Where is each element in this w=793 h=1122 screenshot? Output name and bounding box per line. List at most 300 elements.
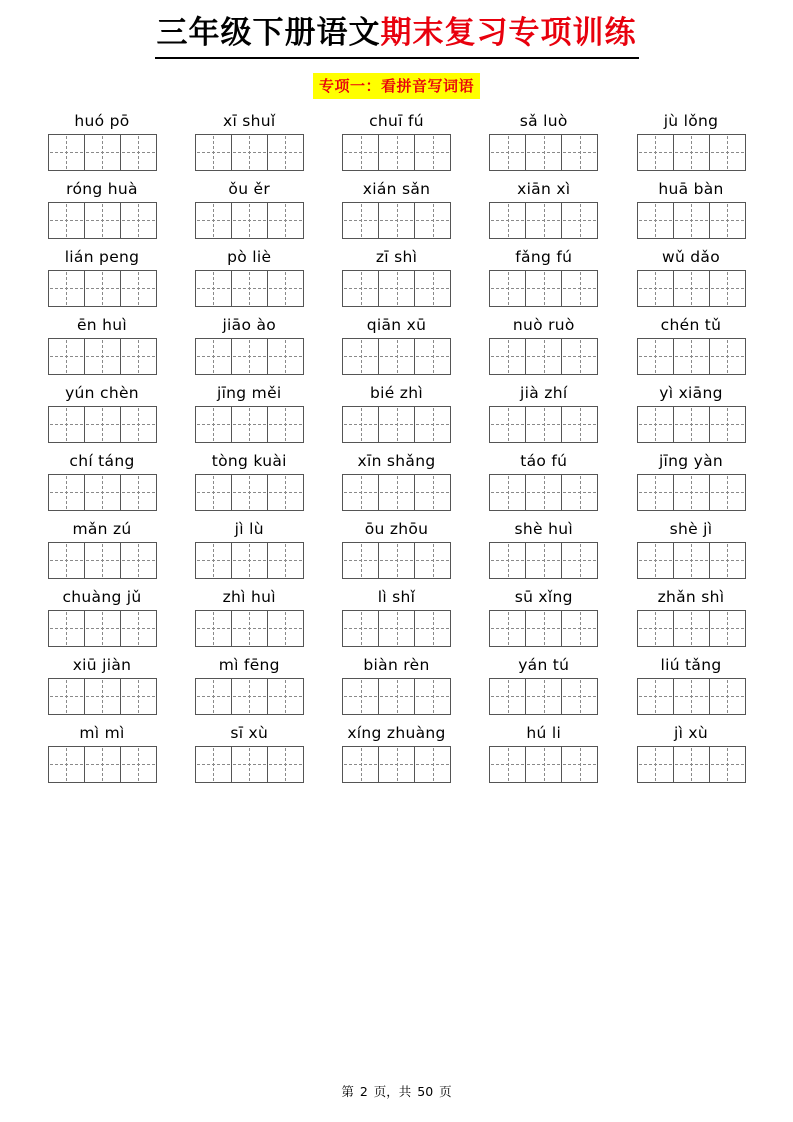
tianzige-box[interactable] <box>709 406 746 443</box>
tianzige-box[interactable] <box>378 746 415 783</box>
tianzige-box[interactable] <box>231 610 268 647</box>
writing-boxes[interactable] <box>342 134 451 171</box>
exercise-item <box>331 721 463 783</box>
tianzige-box[interactable] <box>120 474 157 511</box>
writing-boxes[interactable] <box>48 746 157 783</box>
tianzige-box[interactable] <box>709 202 746 239</box>
tianzige-box[interactable] <box>489 134 526 171</box>
exercise-item <box>625 109 757 171</box>
writing-boxes[interactable] <box>637 406 746 443</box>
tianzige-box[interactable] <box>267 406 304 443</box>
exercise-item <box>183 721 315 783</box>
exercise-item <box>183 585 315 647</box>
tianzige-box[interactable] <box>378 610 415 647</box>
writing-boxes[interactable] <box>342 406 451 443</box>
tianzige-box[interactable] <box>673 746 710 783</box>
exercise-row <box>36 109 757 171</box>
writing-boxes[interactable] <box>342 202 451 239</box>
tianzige-box[interactable] <box>231 270 268 307</box>
exercise-item <box>331 313 463 375</box>
exercise-row <box>36 517 757 579</box>
tianzige-box[interactable] <box>48 406 85 443</box>
pinyin-label: jīng měi <box>216 383 282 402</box>
writing-boxes[interactable] <box>48 678 157 715</box>
writing-boxes[interactable] <box>195 678 304 715</box>
exercise-item <box>183 381 315 443</box>
section-banner <box>0 73 793 99</box>
pinyin-label: lián peng <box>64 247 140 266</box>
tianzige-box[interactable] <box>525 542 562 579</box>
exercise-row <box>36 313 757 375</box>
tianzige-box[interactable] <box>525 474 562 511</box>
pinyin-label: pò liè <box>227 247 272 266</box>
tianzige-box[interactable] <box>120 746 157 783</box>
tianzige-box[interactable] <box>673 542 710 579</box>
tianzige-box[interactable] <box>525 202 562 239</box>
pinyin-label: róng huà <box>66 179 138 198</box>
writing-boxes[interactable] <box>637 542 746 579</box>
pinyin-label: yún chèn <box>65 383 139 402</box>
tianzige-box[interactable] <box>342 474 379 511</box>
tianzige-box[interactable] <box>267 474 304 511</box>
writing-boxes[interactable] <box>489 134 598 171</box>
tianzige-box[interactable] <box>637 610 674 647</box>
tianzige-box[interactable] <box>342 678 379 715</box>
tianzige-box[interactable] <box>525 270 562 307</box>
pinyin-label: zhì huì <box>222 587 276 606</box>
exercise-item <box>36 653 168 715</box>
writing-boxes[interactable] <box>489 678 598 715</box>
writing-boxes[interactable] <box>489 406 598 443</box>
tianzige-box[interactable] <box>489 610 526 647</box>
tianzige-box[interactable] <box>84 338 121 375</box>
exercise-item <box>183 177 315 239</box>
tianzige-box[interactable] <box>525 678 562 715</box>
tianzige-box[interactable] <box>231 678 268 715</box>
writing-boxes[interactable] <box>48 134 157 171</box>
tianzige-box[interactable] <box>489 270 526 307</box>
exercise-item <box>478 109 610 171</box>
exercise-item <box>331 381 463 443</box>
footer-prefix: 第 <box>341 1084 354 1099</box>
tianzige-box[interactable] <box>84 474 121 511</box>
pinyin-label: qiān xū <box>366 315 427 334</box>
writing-boxes[interactable] <box>48 610 157 647</box>
pinyin-label: jiāo ào <box>222 315 277 334</box>
tianzige-box[interactable] <box>120 406 157 443</box>
pinyin-label: zī shì <box>375 247 418 266</box>
pinyin-label: jì xù <box>673 723 709 742</box>
pinyin-label: chuī fú <box>369 111 424 130</box>
pinyin-label: bié zhì <box>370 383 423 402</box>
tianzige-box[interactable] <box>342 542 379 579</box>
pinyin-label: xián sǎn <box>362 179 431 198</box>
exercise-item <box>183 109 315 171</box>
pinyin-label: fǎng fú <box>515 247 573 266</box>
tianzige-box[interactable] <box>561 542 598 579</box>
tianzige-box[interactable] <box>195 134 232 171</box>
title-text <box>155 16 639 59</box>
pinyin-label: lì shǐ <box>377 587 416 606</box>
tianzige-box[interactable] <box>267 202 304 239</box>
writing-boxes[interactable] <box>48 406 157 443</box>
tianzige-box[interactable] <box>84 678 121 715</box>
exercise-item <box>625 653 757 715</box>
exercise-row <box>36 381 757 443</box>
tianzige-box[interactable] <box>267 746 304 783</box>
tianzige-box[interactable] <box>195 474 232 511</box>
tianzige-box[interactable] <box>561 746 598 783</box>
tianzige-box[interactable] <box>195 338 232 375</box>
tianzige-box[interactable] <box>414 338 451 375</box>
tianzige-box[interactable] <box>414 406 451 443</box>
tianzige-box[interactable] <box>378 406 415 443</box>
tianzige-box[interactable] <box>637 474 674 511</box>
tianzige-box[interactable] <box>637 134 674 171</box>
pinyin-label: ōu zhōu <box>364 519 429 538</box>
tianzige-box[interactable] <box>342 134 379 171</box>
tianzige-box[interactable] <box>120 542 157 579</box>
tianzige-box[interactable] <box>673 406 710 443</box>
writing-boxes[interactable] <box>342 542 451 579</box>
writing-boxes[interactable] <box>489 542 598 579</box>
exercise-row <box>36 449 757 511</box>
tianzige-box[interactable] <box>637 202 674 239</box>
tianzige-box[interactable] <box>120 202 157 239</box>
exercise-item <box>331 245 463 307</box>
pinyin-label: jià zhí <box>520 383 568 402</box>
pinyin-label: huā bàn <box>658 179 724 198</box>
writing-boxes[interactable] <box>637 338 746 375</box>
tianzige-box[interactable] <box>378 270 415 307</box>
pinyin-label: biàn rèn <box>363 655 430 674</box>
pinyin-label: xíng zhuàng <box>347 723 446 742</box>
pinyin-label: huó pō <box>74 111 130 130</box>
exercise-item <box>625 517 757 579</box>
tianzige-box[interactable] <box>48 338 85 375</box>
exercise-item <box>478 653 610 715</box>
tianzige-box[interactable] <box>561 202 598 239</box>
tianzige-box[interactable] <box>709 270 746 307</box>
pinyin-label: sǎ luò <box>519 111 568 130</box>
pinyin-label: chuàng jǔ <box>62 587 142 606</box>
tianzige-box[interactable] <box>342 746 379 783</box>
exercise-item <box>478 245 610 307</box>
writing-boxes[interactable] <box>489 270 598 307</box>
tianzige-box[interactable] <box>561 134 598 171</box>
pinyin-label: chí táng <box>69 451 135 470</box>
writing-boxes[interactable] <box>195 746 304 783</box>
tianzige-box[interactable] <box>637 406 674 443</box>
writing-boxes[interactable] <box>489 746 598 783</box>
tianzige-box[interactable] <box>84 542 121 579</box>
tianzige-box[interactable] <box>195 746 232 783</box>
exercise-item <box>36 109 168 171</box>
writing-boxes[interactable] <box>195 270 304 307</box>
exercise-item <box>183 517 315 579</box>
writing-boxes[interactable] <box>342 610 451 647</box>
exercise-row <box>36 245 757 307</box>
tianzige-box[interactable] <box>267 542 304 579</box>
tianzige-box[interactable] <box>673 270 710 307</box>
tianzige-box[interactable] <box>525 406 562 443</box>
tianzige-box[interactable] <box>231 542 268 579</box>
writing-boxes[interactable] <box>195 474 304 511</box>
exercise-item <box>625 381 757 443</box>
writing-boxes[interactable] <box>48 338 157 375</box>
tianzige-box[interactable] <box>489 746 526 783</box>
writing-boxes[interactable] <box>195 610 304 647</box>
pinyin-label: tòng kuài <box>211 451 287 470</box>
writing-boxes[interactable] <box>48 474 157 511</box>
tianzige-box[interactable] <box>561 610 598 647</box>
tianzige-box[interactable] <box>525 610 562 647</box>
writing-boxes[interactable] <box>48 270 157 307</box>
tianzige-box[interactable] <box>267 678 304 715</box>
exercise-item <box>478 177 610 239</box>
tianzige-box[interactable] <box>195 610 232 647</box>
writing-boxes[interactable] <box>342 338 451 375</box>
pinyin-label: chén tǔ <box>660 315 722 334</box>
tianzige-box[interactable] <box>637 746 674 783</box>
tianzige-box[interactable] <box>378 134 415 171</box>
tianzige-box[interactable] <box>673 610 710 647</box>
pinyin-label: jì lù <box>234 519 264 538</box>
tianzige-box[interactable] <box>414 270 451 307</box>
tianzige-box[interactable] <box>378 202 415 239</box>
exercise-item <box>478 381 610 443</box>
tianzige-box[interactable] <box>84 746 121 783</box>
tianzige-box[interactable] <box>414 202 451 239</box>
pinyin-label: xiān xì <box>517 179 571 198</box>
tianzige-box[interactable] <box>342 338 379 375</box>
tianzige-box[interactable] <box>120 610 157 647</box>
page-title <box>0 0 793 59</box>
tianzige-box[interactable] <box>120 134 157 171</box>
pinyin-label: shè huì <box>514 519 573 538</box>
exercise-item <box>625 177 757 239</box>
tianzige-box[interactable] <box>267 338 304 375</box>
tianzige-box[interactable] <box>709 134 746 171</box>
exercise-item <box>478 313 610 375</box>
tianzige-box[interactable] <box>489 542 526 579</box>
tianzige-box[interactable] <box>673 678 710 715</box>
exercise-item <box>331 517 463 579</box>
tianzige-box[interactable] <box>48 678 85 715</box>
tianzige-box[interactable] <box>709 610 746 647</box>
tianzige-box[interactable] <box>48 746 85 783</box>
pinyin-label: jīng yàn <box>658 451 724 470</box>
tianzige-box[interactable] <box>231 202 268 239</box>
exercise-item <box>625 721 757 783</box>
tianzige-box[interactable] <box>414 678 451 715</box>
writing-boxes[interactable] <box>637 134 746 171</box>
writing-boxes[interactable] <box>342 678 451 715</box>
tianzige-box[interactable] <box>414 134 451 171</box>
tianzige-box[interactable] <box>84 610 121 647</box>
tianzige-box[interactable] <box>673 134 710 171</box>
exercise-item <box>36 381 168 443</box>
tianzige-box[interactable] <box>637 678 674 715</box>
tianzige-box[interactable] <box>709 542 746 579</box>
tianzige-box[interactable] <box>561 270 598 307</box>
tianzige-box[interactable] <box>561 474 598 511</box>
page-footer <box>0 1082 793 1100</box>
tianzige-box[interactable] <box>84 270 121 307</box>
exercise-item <box>183 653 315 715</box>
tianzige-box[interactable] <box>231 338 268 375</box>
tianzige-box[interactable] <box>84 202 121 239</box>
tianzige-box[interactable] <box>489 678 526 715</box>
pinyin-label: nuò ruò <box>512 315 575 334</box>
tianzige-box[interactable] <box>709 678 746 715</box>
tianzige-box[interactable] <box>195 406 232 443</box>
tianzige-box[interactable] <box>561 338 598 375</box>
tianzige-box[interactable] <box>709 474 746 511</box>
exercise-item <box>36 517 168 579</box>
writing-boxes[interactable] <box>342 270 451 307</box>
tianzige-box[interactable] <box>195 202 232 239</box>
tianzige-box[interactable] <box>561 406 598 443</box>
tianzige-box[interactable] <box>84 406 121 443</box>
tianzige-box[interactable] <box>673 338 710 375</box>
footer-suffix: 页 <box>439 1084 452 1099</box>
tianzige-box[interactable] <box>48 474 85 511</box>
footer-page-number: 2 <box>359 1084 368 1099</box>
tianzige-box[interactable] <box>342 406 379 443</box>
writing-boxes[interactable] <box>489 338 598 375</box>
tianzige-box[interactable] <box>267 610 304 647</box>
tianzige-box[interactable] <box>378 474 415 511</box>
pinyin-label: mì mì <box>79 723 125 742</box>
exercise-item <box>331 109 463 171</box>
writing-boxes[interactable] <box>489 610 598 647</box>
tianzige-box[interactable] <box>231 134 268 171</box>
pinyin-label: táo fú <box>520 451 568 470</box>
tianzige-box[interactable] <box>342 270 379 307</box>
tianzige-box[interactable] <box>673 474 710 511</box>
tianzige-box[interactable] <box>378 338 415 375</box>
writing-boxes[interactable] <box>195 338 304 375</box>
tianzige-box[interactable] <box>637 338 674 375</box>
exercise-item <box>625 313 757 375</box>
pinyin-label: xīn shǎng <box>357 451 436 470</box>
tianzige-box[interactable] <box>414 746 451 783</box>
tianzige-box[interactable] <box>561 678 598 715</box>
tianzige-box[interactable] <box>489 338 526 375</box>
exercise-grid <box>0 109 793 783</box>
tianzige-box[interactable] <box>637 270 674 307</box>
writing-boxes[interactable] <box>195 202 304 239</box>
tianzige-box[interactable] <box>342 610 379 647</box>
tianzige-box[interactable] <box>231 406 268 443</box>
exercise-item <box>183 245 315 307</box>
title-black-part: 三年级下册语文 <box>156 15 381 51</box>
tianzige-box[interactable] <box>342 202 379 239</box>
tianzige-box[interactable] <box>120 270 157 307</box>
tianzige-box[interactable] <box>120 338 157 375</box>
pinyin-label: ēn huì <box>76 315 128 334</box>
tianzige-box[interactable] <box>525 338 562 375</box>
tianzige-box[interactable] <box>489 474 526 511</box>
writing-boxes[interactable] <box>195 542 304 579</box>
writing-boxes[interactable] <box>637 610 746 647</box>
writing-boxes[interactable] <box>489 202 598 239</box>
exercise-item <box>183 313 315 375</box>
tianzige-box[interactable] <box>414 610 451 647</box>
writing-boxes[interactable] <box>637 746 746 783</box>
exercise-item <box>36 721 168 783</box>
pinyin-label: zhǎn shì <box>657 587 725 606</box>
writing-boxes[interactable] <box>195 134 304 171</box>
tianzige-box[interactable] <box>231 746 268 783</box>
exercise-item <box>331 585 463 647</box>
exercise-row <box>36 585 757 647</box>
writing-boxes[interactable] <box>342 474 451 511</box>
tianzige-box[interactable] <box>637 542 674 579</box>
pinyin-label: yì xiāng <box>659 383 723 402</box>
tianzige-box[interactable] <box>525 134 562 171</box>
writing-boxes[interactable] <box>489 474 598 511</box>
exercise-item <box>478 449 610 511</box>
pinyin-label: xiū jiàn <box>72 655 132 674</box>
tianzige-box[interactable] <box>378 678 415 715</box>
writing-boxes[interactable] <box>637 270 746 307</box>
tianzige-box[interactable] <box>48 542 85 579</box>
tianzige-box[interactable] <box>489 406 526 443</box>
tianzige-box[interactable] <box>231 474 268 511</box>
writing-boxes[interactable] <box>637 202 746 239</box>
writing-boxes[interactable] <box>637 474 746 511</box>
tianzige-box[interactable] <box>709 746 746 783</box>
tianzige-box[interactable] <box>414 542 451 579</box>
tianzige-box[interactable] <box>120 678 157 715</box>
tianzige-box[interactable] <box>48 202 85 239</box>
exercise-item <box>331 653 463 715</box>
tianzige-box[interactable] <box>525 746 562 783</box>
writing-boxes[interactable] <box>195 406 304 443</box>
tianzige-box[interactable] <box>195 542 232 579</box>
tianzige-box[interactable] <box>267 270 304 307</box>
title-red-part: 期末复习专项训练 <box>380 15 637 51</box>
writing-boxes[interactable] <box>637 678 746 715</box>
writing-boxes[interactable] <box>48 542 157 579</box>
tianzige-box[interactable] <box>414 474 451 511</box>
footer-total-pages: 50 <box>417 1084 434 1099</box>
exercise-row <box>36 653 757 715</box>
exercise-row <box>36 721 757 783</box>
pinyin-label: shè jì <box>669 519 713 538</box>
tianzige-box[interactable] <box>267 134 304 171</box>
tianzige-box[interactable] <box>489 202 526 239</box>
tianzige-box[interactable] <box>48 134 85 171</box>
exercise-item <box>478 517 610 579</box>
tianzige-box[interactable] <box>195 678 232 715</box>
writing-boxes[interactable] <box>342 746 451 783</box>
exercise-item <box>331 177 463 239</box>
footer-middle: 页，共 <box>373 1084 412 1099</box>
tianzige-box[interactable] <box>48 270 85 307</box>
tianzige-box[interactable] <box>195 270 232 307</box>
tianzige-box[interactable] <box>378 542 415 579</box>
tianzige-box[interactable] <box>84 134 121 171</box>
tianzige-box[interactable] <box>673 202 710 239</box>
writing-boxes[interactable] <box>48 202 157 239</box>
exercise-item <box>478 721 610 783</box>
tianzige-box[interactable] <box>48 610 85 647</box>
exercise-item <box>183 449 315 511</box>
tianzige-box[interactable] <box>709 338 746 375</box>
